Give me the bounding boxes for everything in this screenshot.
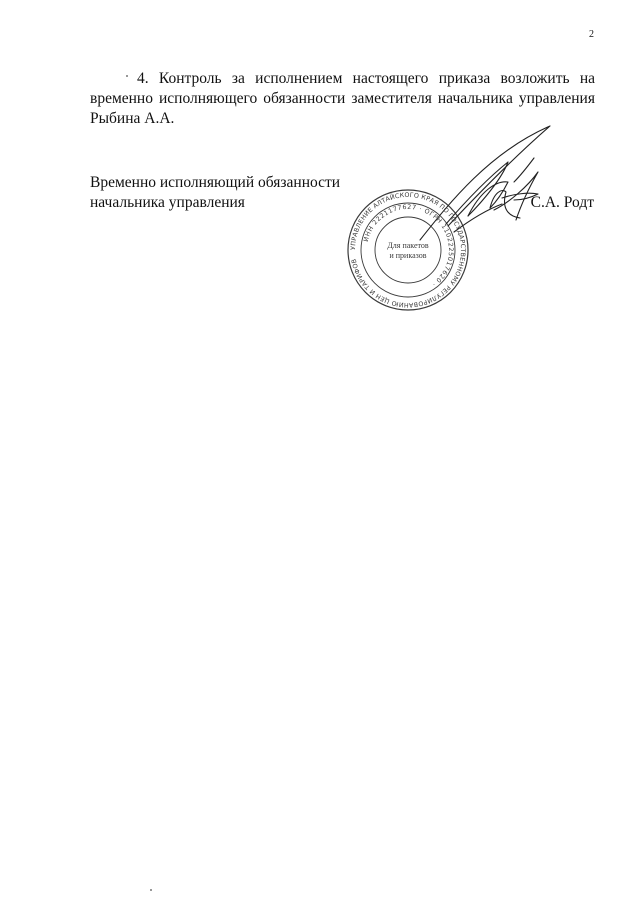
paragraph-word: заместителя (351, 90, 432, 107)
paragraph-word: за (231, 70, 245, 87)
paragraph-word: настоящего (352, 70, 429, 87)
page-number: 2 (589, 29, 594, 40)
paragraph-line-1 (90, 69, 595, 89)
paragraph-line-2 (90, 89, 595, 109)
scan-speck (150, 889, 152, 891)
paragraph-word: 4. (137, 70, 149, 87)
stamp-inner-text: ИНН 2221177627 · ОГРН 1102225017620 · (362, 203, 455, 288)
signoff-position (90, 173, 340, 213)
paragraph-word: возложить (500, 70, 570, 87)
paragraph-word: временно (90, 90, 153, 107)
order-paragraph (90, 69, 595, 129)
paragraph-word: Контроль (158, 70, 222, 87)
stamp-center-line1: Для пакетов (387, 241, 429, 250)
stamp-center-line2: и приказов (389, 251, 427, 260)
paragraph-word: приказа (438, 70, 491, 87)
paragraph-word: управления (518, 90, 595, 107)
paragraph-word: начальника (437, 90, 513, 107)
paragraph-word: Рыбина А.А. (90, 110, 175, 127)
signoff-position-line2: начальника управления (90, 194, 245, 211)
stamp-outer-text: УПРАВЛЕНИЕ АЛТАЙСКОГО КРАЯ ПО ГОСУДАРСТВЕННОМУ РЕГУЛИРОВАНИЮ ЦЕН И ТАРИФОВ (349, 191, 467, 309)
paragraph-word: обязанности (263, 90, 346, 107)
handwritten-signature (410, 122, 570, 250)
signoff-position-line1: Временно исполняющий обязанности (90, 174, 341, 191)
paragraph-word: исполнением (255, 70, 343, 87)
signer-name: С.А. Родт (530, 194, 594, 211)
paragraph-word: исполняющего (158, 90, 258, 107)
paragraph-word: на (579, 70, 595, 87)
